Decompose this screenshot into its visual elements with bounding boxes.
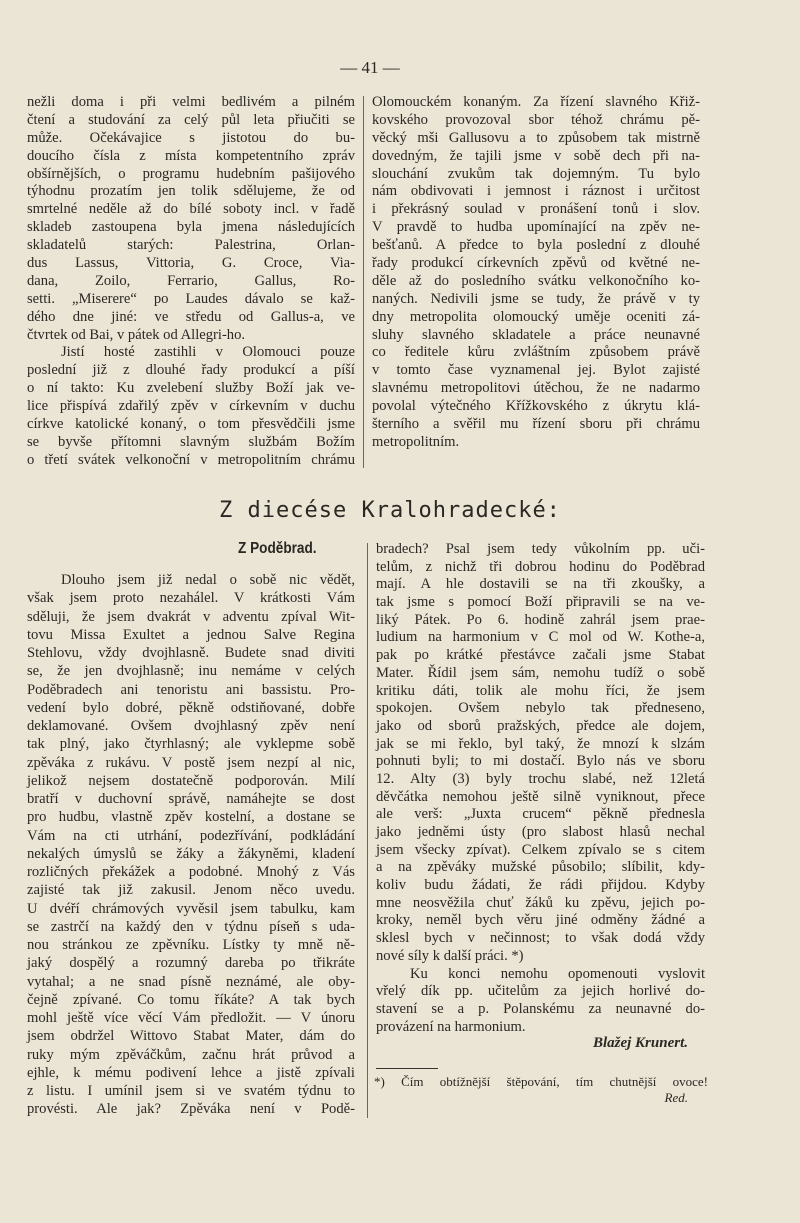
article-title: Z Poděbrad. xyxy=(238,540,317,557)
text-line: může. Očekávajice s jistotou do bu- xyxy=(27,129,355,146)
text-line: Vám na cti utrhání, podezřívání, podkládání xyxy=(27,827,355,844)
text-line: nou stránkou ze zpěvníku. Lístky ty mně ně- xyxy=(27,937,355,953)
text-line: pro hudbu, vlastně zpěv kostelní, a dostane se xyxy=(27,809,355,826)
text-line: poslední již z dlouhé řady produkcí a píší xyxy=(27,362,355,379)
text-line: tak plný, jako čtyrhlasný; ale vyklepme sobě xyxy=(27,736,355,753)
article-right-column xyxy=(376,541,705,1036)
text-line: jako od sborů pražských, předce ale dojem, xyxy=(376,717,705,734)
text-line: lice přispívá zdařilý zpěv v církevním v duchu xyxy=(27,398,355,415)
text-line: V pravdě to hudba upomínající na zpěv ne- xyxy=(372,219,700,236)
footnote-signature: Red. xyxy=(664,1090,688,1105)
text-line: jsem všecky zpívat). Celkem zpívalo se s citem xyxy=(376,841,705,858)
text-line: Ku konci nemohu opomenouti vyslovit xyxy=(410,965,705,982)
text-line: telům, z nichž tři dobrou hodinu do Poděbrad xyxy=(376,558,705,575)
section-heading: Z diecése Kralohradecké: xyxy=(219,498,561,523)
text-line: církve katolické konaný, o tom přesvědčili jsme xyxy=(27,416,355,433)
text-line: i překrásný soulad v pronášení tonů i slov. xyxy=(372,201,700,218)
text-line: spokojen. Ovšem nebylo tak předneseno, xyxy=(376,700,705,717)
text-line: se byvše přítomni slavným službám Božím xyxy=(27,433,355,450)
text-line: Olomouckém konaným. Za řízení slavného Křiž- xyxy=(372,94,700,110)
text-line: metropolitním. xyxy=(372,433,460,450)
text-line: ale verš: „Juxta crucem“ pěkně přednesla xyxy=(376,806,705,823)
text-line: bradech? Psal jsem tedy vůkolním pp. uči- xyxy=(376,541,705,557)
text-line: kritiku dáti, tolik ale mohu říci, že jsem xyxy=(376,682,705,699)
text-line: kroky, neměl bych věru jiné odměny žádné a xyxy=(376,912,705,929)
text-line: obšírnějších, o programu hudebním pašijového xyxy=(27,165,355,182)
top-left-column xyxy=(27,94,355,470)
text-line: smrtelné neděle až do bílé soboty incl. v řadě xyxy=(27,201,355,218)
text-line: doucího čísla z místa kompetentního zpráv xyxy=(27,147,355,164)
text-line: vřelý dík pp. učitelům za jejich horlivé do- xyxy=(376,983,705,1000)
text-line: liký Pátek. Po 6. hodině zahrál jsem prae- xyxy=(376,611,705,628)
text-line: jaký dospělý a rozumný dareba po třikráte xyxy=(27,955,355,972)
text-line: zpěváka z rukávu. V postě jsem nezpí al nic, xyxy=(27,754,355,771)
text-line: Dlouho jsem již nedal o sobě nic vědět, xyxy=(61,572,355,588)
text-line: ruky mým zpěváčkům, začnu hrát průvod a xyxy=(27,1046,355,1063)
text-line: slavnému metropolitovi útěchou, že ne nadarmo xyxy=(372,380,700,397)
text-line: čtení a studování za celý půl leta přiučiti se xyxy=(27,111,355,128)
text-line: tovu Missa Exultet a jednou Salve Regina xyxy=(27,626,355,643)
text-line: dovedným, že tajili jsme v sobě dech při na- xyxy=(372,147,700,164)
text-line: děvčátka nemohou ještě silně vyniknout, přece xyxy=(376,788,705,805)
text-line: čtvrtek od Bai, v pátek od Allegri-ho. xyxy=(27,326,246,343)
text-line: čejně zpívané. Co tomu říkáte? A tak bych xyxy=(27,991,355,1008)
text-line: zajisté tak již zakusil. Jenom něco uvedu. xyxy=(27,882,355,899)
text-line: setti. „Miserere“ po Laudes dávalo se kaž- xyxy=(27,290,355,307)
text-line: dého dne jiné: ve středu od Gallus-a, ve xyxy=(27,308,355,325)
text-line: pohnuti byli; to mi dostačí. Bylo nás ve sboru xyxy=(376,753,705,770)
text-line: jako jedněmi ústy (pro slabost hlasů nechal xyxy=(376,824,705,840)
text-line: ejhle, k mému podivení lehce a jistě zpívali xyxy=(27,1064,355,1081)
article-left-column xyxy=(27,571,355,1119)
text-line: U dvéří chrámových vyvěsil jsem tabulku, kam xyxy=(27,900,355,917)
text-line: nežli doma i při velmi bedlivém a pilném xyxy=(27,94,355,110)
text-line: bratří v duchovní správě, namáhejte se dost xyxy=(27,791,355,807)
column-divider xyxy=(363,96,364,468)
text-line: dus Lassus, Vittoria, G. Croce, Via- xyxy=(27,255,355,272)
text-line: týhodnu prozatím jen tolik sdělujeme, že od xyxy=(27,183,355,200)
text-line: tak jsme s pomocí Boží připravili se na ve- xyxy=(376,594,705,611)
text-line: mají. A hle dostavili se na tři zkoušky, a xyxy=(376,576,705,593)
text-line: v tomto čase vyznamenal jej. Bylot zajisté xyxy=(372,362,700,379)
text-line: mohl ještě více věcí Vám předložit. — V únoru xyxy=(27,1010,355,1026)
text-line: Jistí hosté zastihli v Olomouci pouze xyxy=(61,344,355,361)
text-line: povolal výtečného Křížkovského z úkrytu klá- xyxy=(372,398,700,415)
text-line: skladatelů starých: Palestrina, Orlan- xyxy=(27,237,355,254)
column-divider xyxy=(367,543,368,1118)
text-line: věcký mši Gallusovu a to způsobem tak mistrně xyxy=(372,129,700,146)
text-line: sděluji, že jsem dvakrát v adventu zpíval Wit- xyxy=(27,608,355,625)
text-line: jsem obdržel Wittovo Stabat Mater, dám do xyxy=(27,1028,355,1045)
text-line: jak se mi řeklo, byl taký, že mnozí k slzám xyxy=(376,735,705,752)
text-line: o ní takto: Ku zvelebení služby Boží jak ve- xyxy=(27,380,355,397)
text-line: nekalých úmyslů se žáky a žákyněmi, kladení xyxy=(27,845,355,862)
text-line: deklamované. Ovšem dvojhlasný zpěv není xyxy=(27,718,355,734)
top-right-column xyxy=(372,94,700,452)
text-line: naných. Nedivili jsme se tudy, že právě v ty xyxy=(372,290,700,307)
text-line: šterního a svěřil mu řízení sboru při chrámu xyxy=(372,416,700,433)
text-line: však jsem proto nezahálel. V krátkosti Vám xyxy=(27,590,355,607)
text-line: 12. Alty (3) byly trochu slabé, než 12letá xyxy=(376,770,705,787)
text-line: Stehlovu, vždy dvojhlasně. Budete snad diviti xyxy=(27,645,355,661)
text-line: provésti. Ale jak? Zpěváka není v Podě- xyxy=(27,1101,355,1118)
text-line: sklesl bych v nečinnost; to však dodá vždy xyxy=(376,930,705,947)
text-line: slouchání zvukům tak dojemným. Tu bylo xyxy=(372,165,700,182)
text-line: vedení bylo dobré, pěkně odstiňované, dobře xyxy=(27,699,355,716)
text-line: o třetí svátek velkonoční v metropolitním chrámu xyxy=(27,451,355,468)
text-line: rozličných překážek a podobné. Mnohý z Vás xyxy=(27,864,355,880)
text-line: koliv budu žádati, že rádi přijdou. Kdyby xyxy=(376,877,705,894)
text-line: vytahal; a ne snad písně neznámé, ale oby- xyxy=(27,973,355,990)
text-line: provázení na harmonium. xyxy=(376,1018,526,1035)
text-line: se zastrčí na každý den v týdnu píseň s uda- xyxy=(27,918,355,935)
text-line: děle až do posledního svátku velkonočního ko- xyxy=(372,272,700,289)
footnote-rule xyxy=(376,1068,438,1069)
text-line: dana, Zoilo, Ferrario, Gallus, Ro- xyxy=(27,272,355,289)
text-line: dny metropolita olomoucký uměje oceniti zá- xyxy=(372,308,700,325)
text-line: řady produkcí církevních zpěvů od květné ne- xyxy=(372,255,700,272)
text-line: stavení se a p. Polanskému za neunavné do- xyxy=(376,1000,705,1017)
text-line: sluhy slavného skladatele a práce neunavné xyxy=(372,326,700,343)
text-line: Poděbradech ani tenoristu ani bassistu. Pro- xyxy=(27,681,355,698)
text-line: kovského provozoval sbor téhož chrámu pě- xyxy=(372,111,700,128)
text-line: bešťanů. A předce to byla poslední z dlouhé xyxy=(372,237,700,254)
text-line: se, že jen dvojhlasně; inu nemáme v celých xyxy=(27,663,355,680)
text-line: nové síly k další práci. *) xyxy=(376,947,524,964)
author-signature: Blažej Krunert. xyxy=(592,1035,688,1051)
text-line: ludium na harmonium v C mol od W. Kothe-a, xyxy=(376,629,705,646)
footnote: *) Čím obtížnější štěpování, tím chutnější ovoce! xyxy=(374,1074,708,1089)
text-line: co ředitele kůru zvláštním způsobem právě xyxy=(372,344,700,361)
page-number: — 41 — xyxy=(340,58,400,77)
text-line: jelikož nejsem dostatečně podporován. Milí xyxy=(27,772,355,789)
text-line: pak po krátké přestávce začali jsme Stabat xyxy=(376,647,705,664)
text-line: z listu. I umínil jsem si ve svatém týdnu to xyxy=(27,1083,355,1099)
text-line: nám obdivovati i jemnost i ráznost i určitost xyxy=(372,183,700,200)
text-line: a na zpěváky mužské působilo; slíbilit, kdy- xyxy=(376,859,705,876)
text-line: Mater. Řídil jsem sám, nemohu tudíž o sobě xyxy=(376,664,705,681)
text-line: skladeb zastoupena byla jmena následujících xyxy=(27,219,355,236)
text-line: mne neosvěžila chuť žáků ku zpěvu, jejich po- xyxy=(376,894,705,911)
